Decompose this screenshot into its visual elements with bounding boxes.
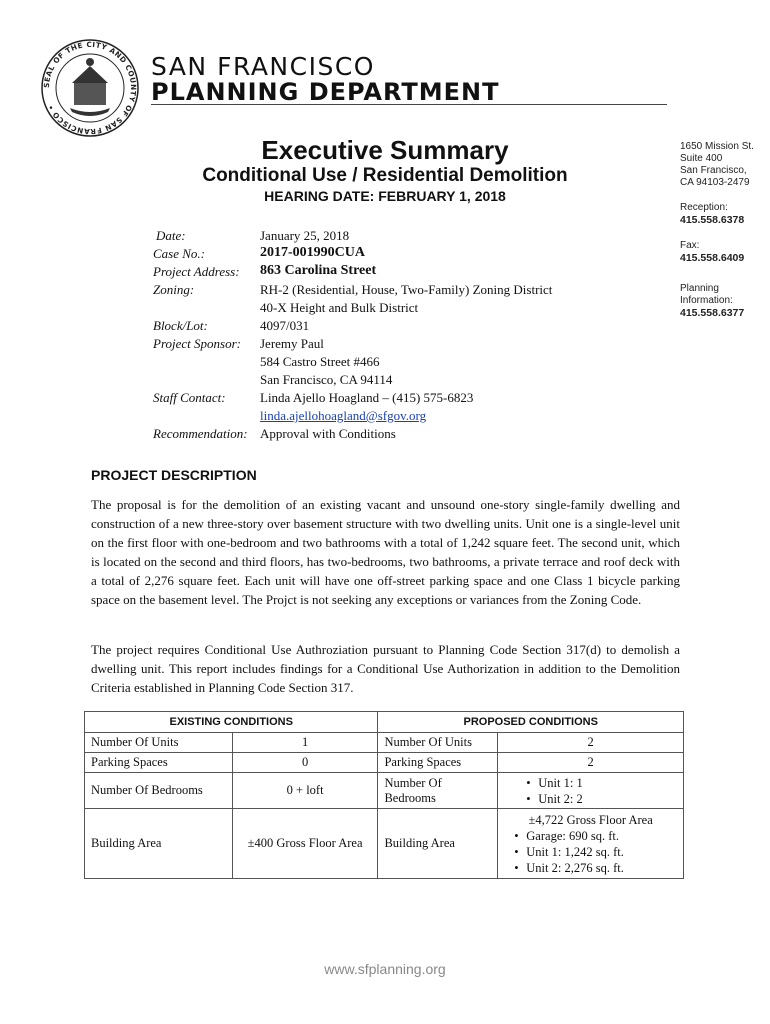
sponsor-label: Project Sponsor:: [153, 336, 241, 351]
case-label: Case No.:: [153, 246, 205, 261]
sidebar-address-line: 1650 Mission St.: [680, 141, 754, 152]
table-cell: Number Of Bedrooms: [378, 773, 498, 809]
description-paragraph: The proposal is for the demolition of an existing vacant and unsound one-story single-family dwelling and construction of a new three-story over basement structure with two dwelling units. Unit one is a single-level unit on the first floor with one-bedroom and two bathrooms with a total of 1,242 square feet. The second unit, which is located on the second and third floors, has two-bedrooms, two bathrooms, a private terrace and roof deck with a total of 2,276 square feet. Each unit will have one off-street parking space and one Class 1 bicycle parking space on the basement level. The Projct is not seeking any exceptions or variances from the Zoning Code.: [91, 497, 680, 607]
section-heading: PROJECT DESCRIPTION: [91, 467, 257, 483]
department-name: PLANNING DEPARTMENT: [151, 78, 500, 106]
list-item: • Unit 2: 2,276 sq. ft.: [526, 860, 677, 876]
table-header-row: [85, 712, 684, 733]
table-cell: Number Of Units: [85, 733, 233, 753]
address-value: 863 Carolina Street: [260, 263, 377, 278]
blocklot-label: Block/Lot:: [153, 318, 208, 333]
table-cell: Building Area: [85, 809, 233, 879]
planning-info-phone: 415.558.6377: [680, 307, 745, 319]
table-cell: Building Area: [378, 809, 498, 879]
svg-text:SEAL OF THE CITY AND COUNTY OF: SEAL OF THE CITY AND COUNTY OF SAN FRANCISCO •: [41, 39, 139, 137]
table-cell: 2: [498, 753, 684, 773]
list-item: • Unit 1: 1: [538, 775, 677, 791]
staff-email-link[interactable]: linda.ajellohoagland@sfgov.org: [260, 408, 427, 423]
zoning-value: RH-2 (Residential, House, Two-Family) Zoning District: [260, 282, 553, 297]
date-label: Date:: [156, 228, 186, 243]
table-row: [85, 809, 684, 879]
recommendation-value: Approval with Conditions: [260, 426, 396, 441]
footer-website: www.sfplanning.org: [324, 961, 446, 977]
sponsor-value: San Francisco, CA 94114: [260, 372, 393, 387]
blocklot-value: 4097/031: [260, 318, 310, 333]
fax-label: Fax:: [680, 240, 700, 251]
proposed-conditions-header: PROPOSED CONDITIONS: [378, 712, 684, 733]
sponsor-value: 584 Castro Street #466: [260, 354, 380, 369]
table-cell: 1: [232, 733, 378, 753]
planning-info-label: Planning: [680, 283, 719, 294]
header-divider: [151, 104, 667, 105]
page-subtitle: Conditional Use / Residential Demolition: [202, 165, 568, 186]
address-label: Project Address:: [153, 264, 240, 279]
city-seal-logo: [40, 38, 140, 138]
department-city: SAN FRANCISCO: [151, 52, 375, 81]
conditions-table: [84, 711, 684, 879]
table-cell: Parking Spaces: [85, 753, 233, 773]
sidebar-address-line: Suite 400: [680, 153, 723, 164]
list-item: • Garage: 690 sq. ft.: [526, 828, 677, 844]
sponsor-value: Jeremy Paul: [260, 336, 324, 351]
page-title: Executive Summary: [261, 135, 509, 165]
zoning-value: 40-X Height and Bulk District: [260, 300, 419, 315]
list-item: • Unit 2: 2: [538, 791, 677, 807]
gross-floor-area: ±4,722 Gross Floor Area: [528, 812, 653, 827]
hearing-date: HEARING DATE: FEBRUARY 1, 2018: [264, 188, 506, 204]
table-cell: [498, 809, 684, 879]
table-cell: Number Of Bedrooms: [85, 773, 233, 809]
table-row: [85, 773, 684, 809]
table-cell: ±400 Gross Floor Area: [232, 809, 378, 879]
sidebar-address-line: CA 94103-2479: [680, 177, 750, 188]
zoning-label: Zoning:: [153, 282, 195, 297]
recommendation-label: Recommendation:: [153, 426, 248, 441]
table-cell: 2: [498, 733, 684, 753]
date-value: January 25, 2018: [260, 228, 350, 243]
reception-phone: 415.558.6378: [680, 214, 745, 226]
table-cell: 0: [232, 753, 378, 773]
sidebar-address-line: San Francisco,: [680, 165, 747, 176]
planning-info-label: Information:: [680, 295, 733, 306]
area-list: [504, 828, 677, 876]
fax-phone: 415.558.6409: [680, 252, 745, 264]
table-cell: 0 + loft: [232, 773, 378, 809]
table-row: [85, 753, 684, 773]
table-cell: Number Of Units: [378, 733, 498, 753]
existing-conditions-header: EXISTING CONDITIONS: [85, 712, 378, 733]
list-item: • Unit 1: 1,242 sq. ft.: [526, 844, 677, 860]
staff-contact-value: Linda Ajello Hoagland – (415) 575-6823: [260, 390, 474, 405]
table-cell: [498, 773, 684, 809]
bedroom-list: [504, 775, 677, 807]
staff-contact-label: Staff Contact:: [153, 390, 226, 405]
reception-label: Reception:: [680, 202, 728, 213]
description-paragraph: The project requires Conditional Use Authroziation pursuant to Planning Code Section 317(d) to demolish a dwelling unit. This report includes findings for a Conditional Use Authorization in addition to the Demolition Criteria established in Planning Code Section 317.: [91, 642, 680, 695]
case-value: 2017-001990CUA: [260, 245, 365, 260]
table-row: [85, 733, 684, 753]
table-cell: Parking Spaces: [378, 753, 498, 773]
